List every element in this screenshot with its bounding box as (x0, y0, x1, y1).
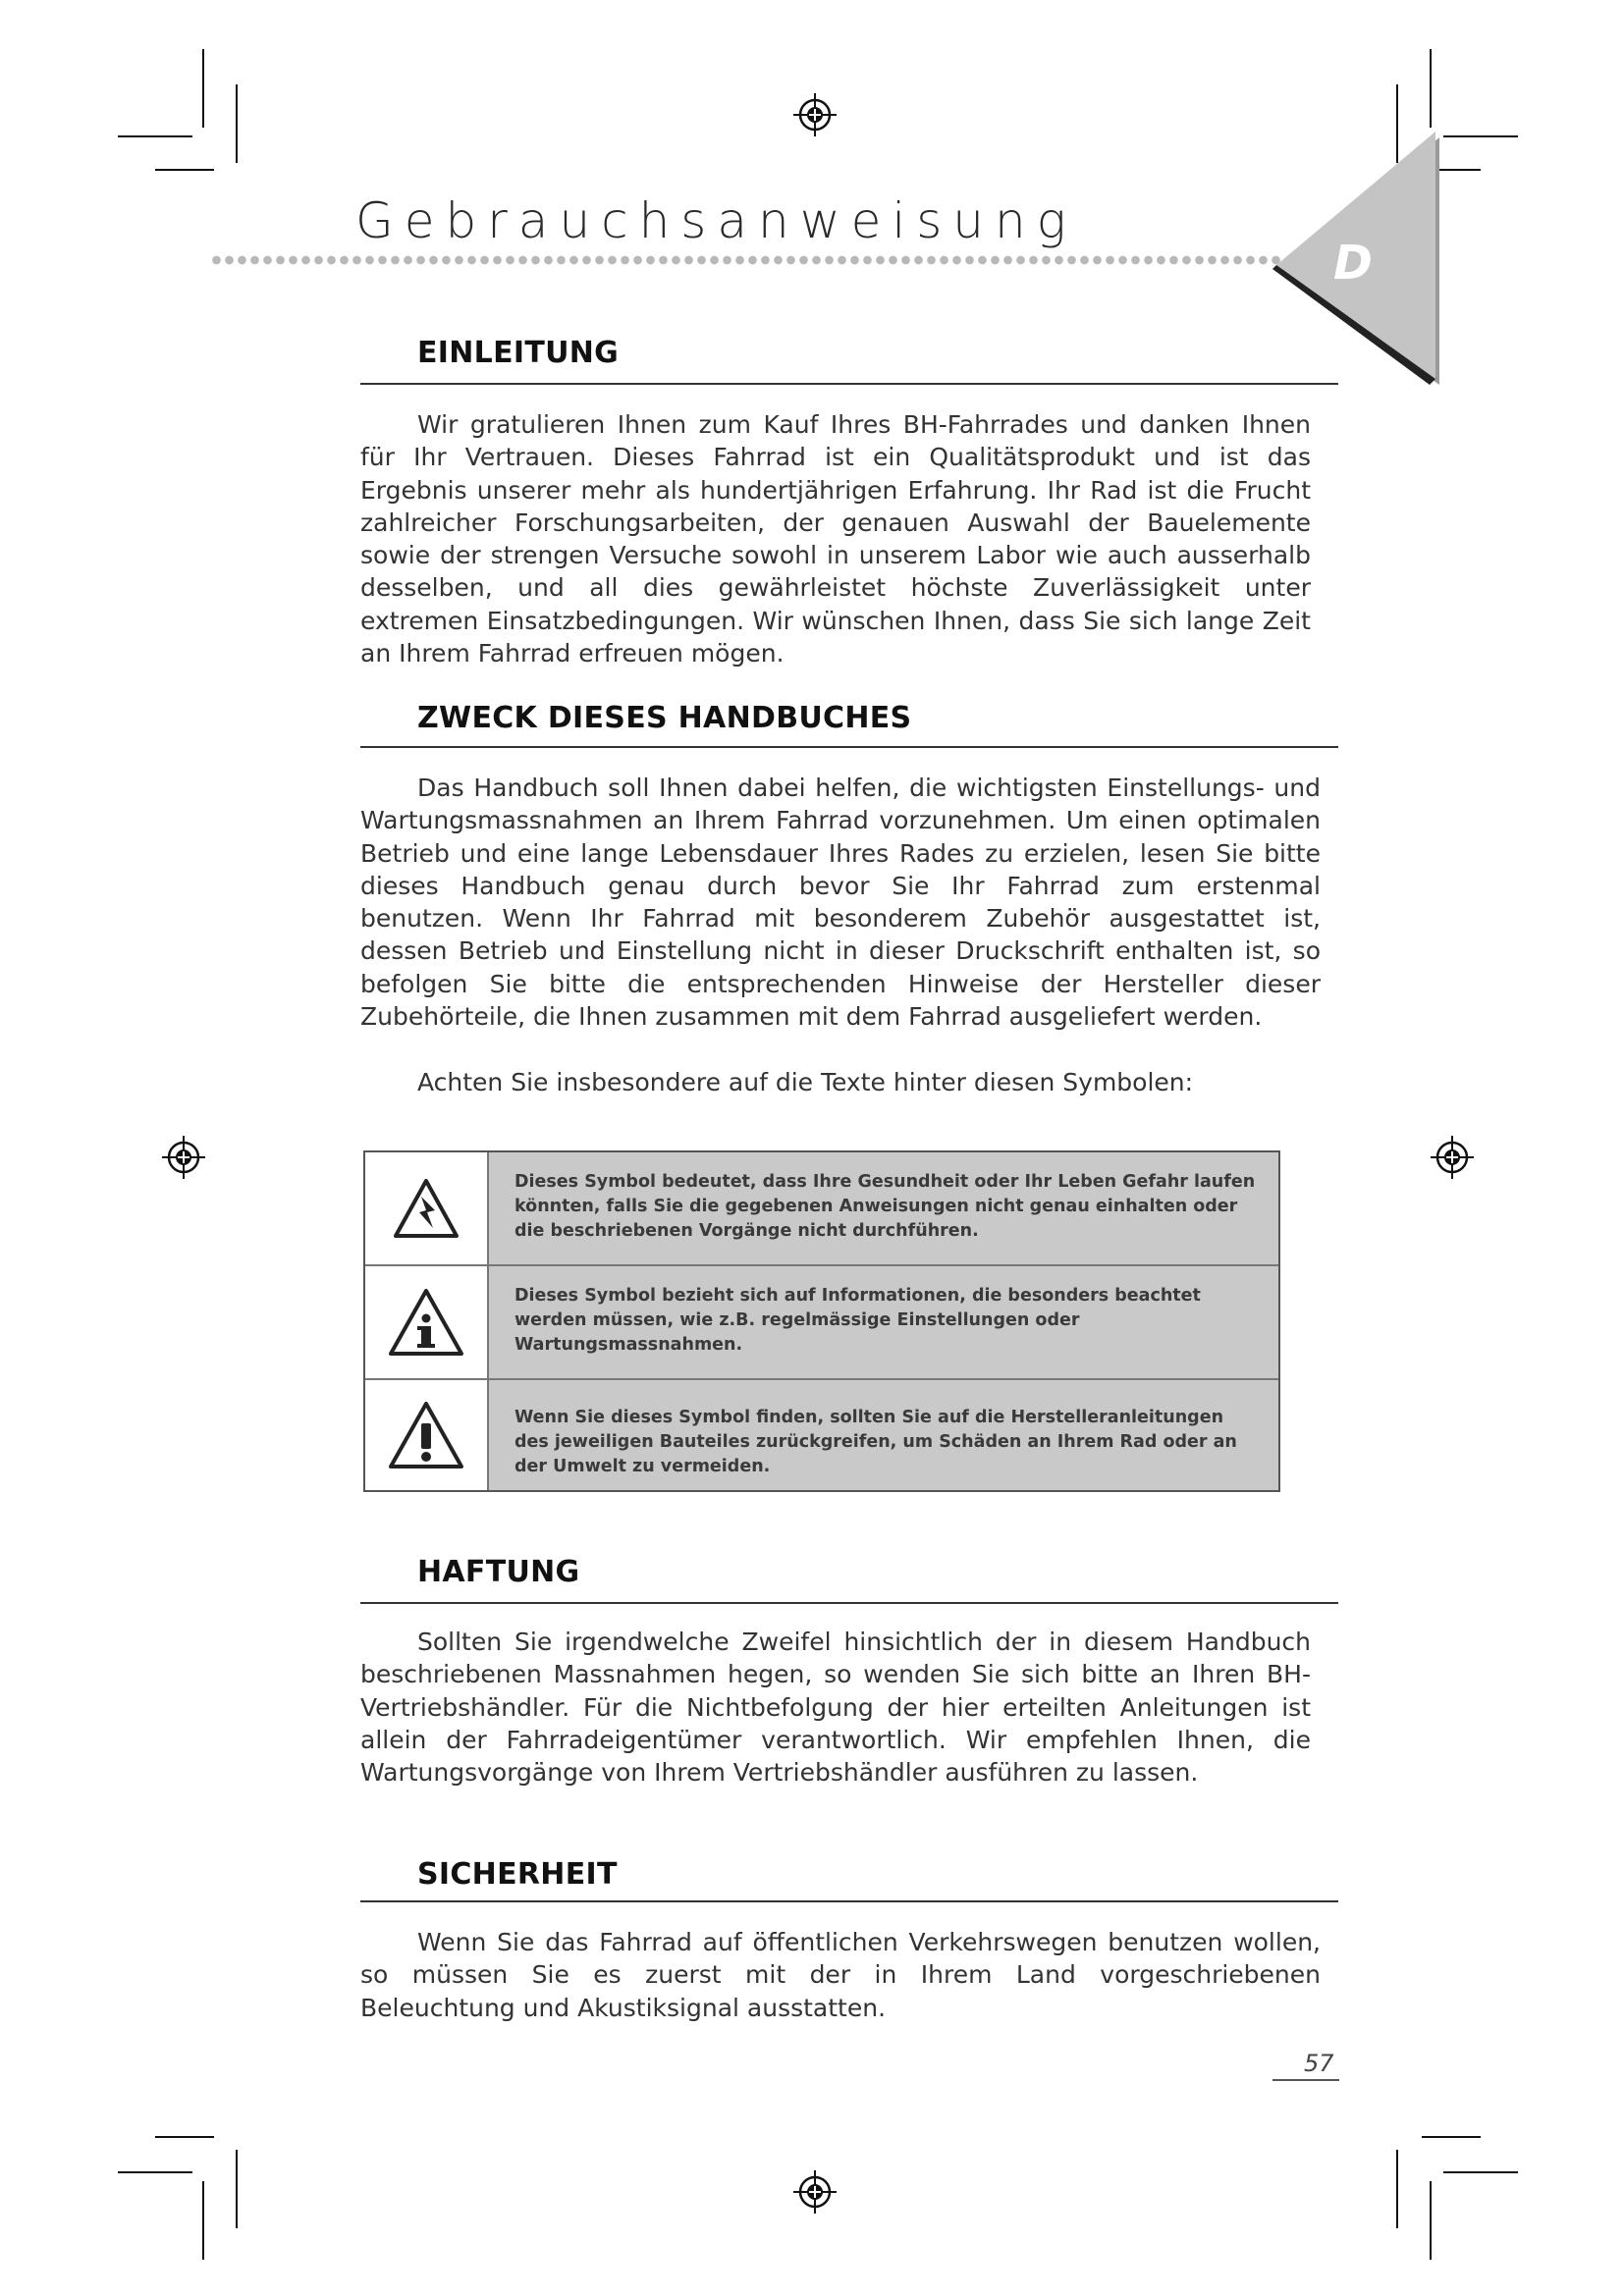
header-dot-line (210, 253, 1280, 267)
crop-mark (118, 135, 192, 137)
crop-mark (1443, 2171, 1518, 2173)
symbol-description: Wenn Sie dieses Symbol finden, sollten Sie auf die Herstelleranleitungen des jeweiligen Bauteiles zurückgreifen, um Schäden an Ihrem Rad oder an der Umwelt zu vermeiden. (489, 1380, 1278, 1490)
registration-mark-icon (1430, 1135, 1475, 1180)
crop-mark (1422, 2136, 1481, 2138)
paragraph-einleitung: Wir gratulieren Ihnen zum Kauf Ihres BH-Fahrrades und danken Ihnen für Ihr Vertrauen. Dieses Fahrrad ist ein Qualitätsprodukt und ist das Ergebnis unserer mehr als hundertjährigen Erfahrung. Ihr Rad ist die Frucht zahlreicher Forschungsarbeiten, der genauen Auswahl der Bauelemente sowie der strengen Versuche sowohl in unserem Labor wie auch ausserhalb desselben, und all dies gewährleistet höchste Zuverlässigkeit unter extremen Einsatzbedingungen. Wir wünschen Ihnen, dass Sie sich lange Zeit an Ihrem Fahrrad erfreuen mögen. (360, 410, 1311, 668)
symbol-row (365, 1380, 1278, 1490)
language-tab (1272, 132, 1439, 387)
section-rule (360, 746, 1338, 748)
page-number: 57 (1304, 2050, 1334, 2077)
section-heading-sicherheit: SICHERHEIT (417, 1857, 618, 1892)
registration-mark-icon (792, 92, 838, 137)
crop-mark (1443, 135, 1518, 137)
crop-mark (1430, 49, 1432, 128)
section-heading-einleitung: EINLEITUNG (417, 336, 620, 370)
crop-mark (118, 2171, 192, 2173)
symbol-row (365, 1152, 1278, 1266)
paragraph-sicherheit: Wenn Sie das Fahrrad auf öffentlichen Verkehrswegen benutzen wollen, so müssen Sie es zuerst mit der in Ihrem Land vorgeschriebenen Beleuchtung und Akustiksignal ausstatten. (360, 1928, 1321, 2022)
section-rule (360, 1900, 1338, 1902)
paragraph-zweck-symbols-intro: Achten Sie insbesondere auf die Texte hinter diesen Symbolen: (417, 1068, 1194, 1096)
symbol-icon-cell (365, 1380, 489, 1490)
crop-mark (202, 2181, 204, 2260)
crop-mark (202, 49, 204, 128)
symbol-icon-cell (365, 1266, 489, 1378)
registration-mark-icon (161, 1135, 206, 1180)
crop-mark (236, 2150, 238, 2228)
crop-mark (155, 169, 214, 171)
paragraph-haftung: Sollten Sie irgendwelche Zweifel hinsichtlich der in diesem Handbuch beschriebenen Massnahmen hegen, so wenden Sie sich bitte an Ihren BH-Vertriebshändler. Für die Nichtbefolgung der hier erteilten Anleitungen ist allein der Fahrradeigentümer verantwortlich. Wir empfehlen Ihnen, die Wartungsvorgänge von Ihrem Vertriebshändler ausführen zu lassen. (360, 1628, 1311, 1788)
registration-mark-icon (792, 2169, 838, 2215)
electric-hazard-icon (392, 1177, 460, 1240)
symbol-icon-cell (365, 1152, 489, 1264)
section-heading-zweck: ZWECK DIESES HANDBUCHES (417, 701, 912, 735)
symbol-description: Dieses Symbol bedeutet, dass Ihre Gesundheit oder Ihr Leben Gefahr laufen könnten, falls Sie die gegebenen Anweisungen nicht genau einhalten oder die beschriebenen Vorgänge nicht durchführen. (489, 1152, 1278, 1264)
crop-mark (155, 2136, 214, 2138)
exclamation-warning-icon (387, 1400, 465, 1470)
symbol-description: Dieses Symbol bezieht sich auf Informationen, die besonders beachtet werden müssen, wie z.B. regelmässige Einstellungen oder Wartungsmassnahmen. (489, 1266, 1278, 1378)
crop-mark (236, 84, 238, 163)
info-warning-icon (387, 1287, 465, 1358)
page-header-title: Gebrauchsanweisung (355, 192, 1077, 249)
symbol-table (363, 1150, 1280, 1492)
crop-mark (1396, 2150, 1398, 2228)
section-rule (360, 383, 1338, 385)
paragraph-zweck: Das Handbuch soll Ihnen dabei helfen, die wichtigsten Einstellungs- und Wartungsmassnahmen an Ihrem Fahrrad vorzunehmen. Um einen optimalen Betrieb und eine lange Lebensdauer Ihres Rades zu erzielen, lesen Sie bitte dieses Handbuch genau durch bevor Sie Ihr Fahrrad zum erstenmal benutzen. Wenn Ihr Fahrrad mit besonderem Zubehör ausgestattet ist, dessen Betrieb und Einstellung nicht in dieser Druckschrift enthalten ist, so befolgen Sie bitte die entsprechenden Hinweise der Hersteller dieser Zubehörteile, die Ihnen zusammen mit dem Fahrrad ausgeliefert werden. (360, 774, 1321, 1032)
page-number-rule (1272, 2079, 1339, 2081)
crop-mark (1430, 2181, 1432, 2260)
section-rule (360, 1602, 1338, 1604)
symbol-row (365, 1266, 1278, 1380)
section-heading-haftung: HAFTUNG (417, 1555, 580, 1589)
language-tab-label: D (1333, 236, 1373, 291)
